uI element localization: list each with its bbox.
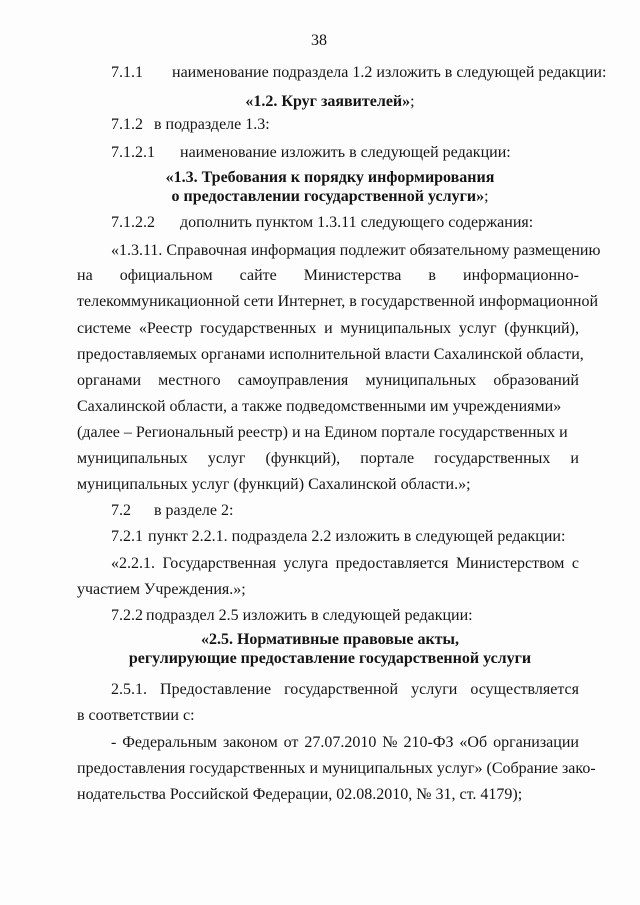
- word: системе: [77, 320, 132, 337]
- word: и: [570, 450, 579, 467]
- word: «Об: [459, 734, 488, 751]
- heading-1-2: [60, 92, 600, 111]
- page-number: 38: [311, 32, 327, 49]
- word: Федеральным: [122, 734, 217, 751]
- item-number: 7.1.1: [111, 64, 143, 81]
- law-item-line: нодательства Российской Федерации, 02.08.2010, № 31, ст. 4179);: [77, 786, 523, 803]
- word: предоставляется: [335, 555, 449, 572]
- word: органами: [77, 372, 142, 389]
- word: «2.2.1.: [111, 555, 155, 572]
- item-text: наименование подраздела 1.2 изложить в следующей редакции:: [172, 64, 607, 81]
- item-number: 7.1.2.1: [111, 144, 155, 161]
- para-1-3-11-line: муниципальных услуг (функций) Сахалинской области.»;: [77, 476, 471, 493]
- item-number: 7.1.2: [111, 116, 143, 133]
- word: №: [382, 734, 398, 751]
- item-7-1-1: [111, 63, 606, 83]
- para-1-3-11-line: телекоммуникационной сети Интернет, в государственной информационной: [77, 293, 599, 310]
- word: официальном: [119, 267, 213, 284]
- word: Министерства: [303, 267, 402, 284]
- item-text: дополнить пунктом 1.3.11 следующего содержания:: [180, 214, 534, 231]
- para-1-3-11-line: [77, 319, 579, 339]
- word: услуга: [283, 555, 329, 572]
- para-2-2-1-line: [111, 554, 579, 574]
- word: местного: [158, 372, 221, 389]
- item-7-1-2-2: [111, 213, 533, 233]
- item-number: 7.2.2: [111, 607, 143, 624]
- item-text: пункт 2.2.1. подраздела 2.2 изложить в следующей редакции:: [148, 528, 566, 545]
- word: услуг: [207, 450, 246, 467]
- word: государственной: [284, 681, 399, 698]
- para-1-3-11-line: Сахалинской области, а также подведомственными им учреждениями»: [77, 398, 562, 415]
- word: с: [571, 555, 579, 572]
- item-text: наименование изложить в следующей редакции:: [180, 144, 511, 161]
- word: Министерством: [455, 555, 565, 572]
- word: (функций),: [265, 450, 341, 467]
- heading-1-3-line2: [60, 187, 600, 206]
- word: услуг: [458, 320, 497, 337]
- word: 27.07.2010: [304, 734, 377, 751]
- item-text: в подразделе 1.3:: [154, 116, 270, 133]
- para-1-3-11-line: [77, 266, 579, 286]
- word: государственных: [200, 320, 317, 337]
- heading-text: о предоставлении государственной услуги»: [171, 188, 485, 205]
- word: -: [111, 734, 117, 751]
- word: 210-ФЗ: [403, 734, 454, 751]
- heading-2-5-line2: регулирующие предоставление государственной услуги: [128, 650, 532, 667]
- word: услуги: [411, 681, 458, 698]
- word: муниципальных: [77, 450, 188, 467]
- word: муниципальных: [340, 320, 452, 337]
- law-item-line: [111, 733, 579, 753]
- item-text: в разделе 2:: [154, 502, 234, 519]
- word: законом: [222, 734, 278, 751]
- word: самоуправления: [237, 372, 349, 389]
- word: сайте: [239, 267, 277, 284]
- item-7-2-1: [111, 527, 565, 547]
- word: портале: [360, 450, 415, 467]
- word: Государственная: [162, 555, 277, 572]
- word: государственных: [434, 450, 551, 467]
- word: от: [283, 734, 299, 751]
- word: образований: [493, 372, 579, 389]
- word: в: [428, 267, 436, 284]
- heading-tail: ;: [484, 188, 489, 205]
- word: 2.5.1.: [111, 681, 147, 698]
- item-7-1-2: [111, 115, 270, 135]
- word: и: [324, 320, 333, 337]
- item-number: 7.2.1: [111, 528, 143, 545]
- para-2-5-1-line: [111, 680, 579, 700]
- word: на: [77, 267, 93, 284]
- para-1-3-11-line: [77, 371, 579, 391]
- item-7-2-2: [111, 606, 473, 626]
- word: Предоставление: [160, 681, 272, 698]
- word: осуществляется: [470, 681, 579, 698]
- word: «Реестр: [138, 320, 193, 337]
- item-7-2: [111, 501, 233, 521]
- para-2-5-1-line: в соответствии с:: [77, 707, 195, 724]
- word: муниципальных: [365, 372, 477, 389]
- para-2-2-1-line: участием Учреждения.»;: [77, 581, 246, 598]
- para-1-3-11-line: предоставляемых органами исполнительной власти Сахалинской области,: [77, 346, 584, 363]
- word: (функций),: [504, 320, 579, 337]
- law-item-line: предоставления государственных и муниципальных услуг» (Собрание зако-: [77, 760, 596, 777]
- heading-text: «1.2. Круг заявителей»: [245, 93, 411, 110]
- word: организации: [493, 734, 579, 751]
- item-7-1-2-1: [111, 143, 511, 163]
- item-number: 7.1.2.2: [111, 214, 155, 231]
- para-1-3-11-line: «1.3.11. Справочная информация подлежит обязательному размещению: [111, 242, 601, 259]
- heading-1-3-line1: «1.3. Требования к порядку информирования: [165, 169, 495, 186]
- para-1-3-11-line: [77, 449, 579, 469]
- word: информационно-: [463, 267, 579, 284]
- item-text: подраздел 2.5 изложить в следующей редакции:: [146, 607, 473, 624]
- para-1-3-11-line: (далее – Региональный реестр) и на Едином портале государственных и: [77, 424, 568, 441]
- heading-tail: ;: [410, 93, 415, 110]
- heading-2-5-line1: «2.5. Нормативные правовые акты,: [200, 631, 460, 648]
- item-number: 7.2: [111, 502, 131, 519]
